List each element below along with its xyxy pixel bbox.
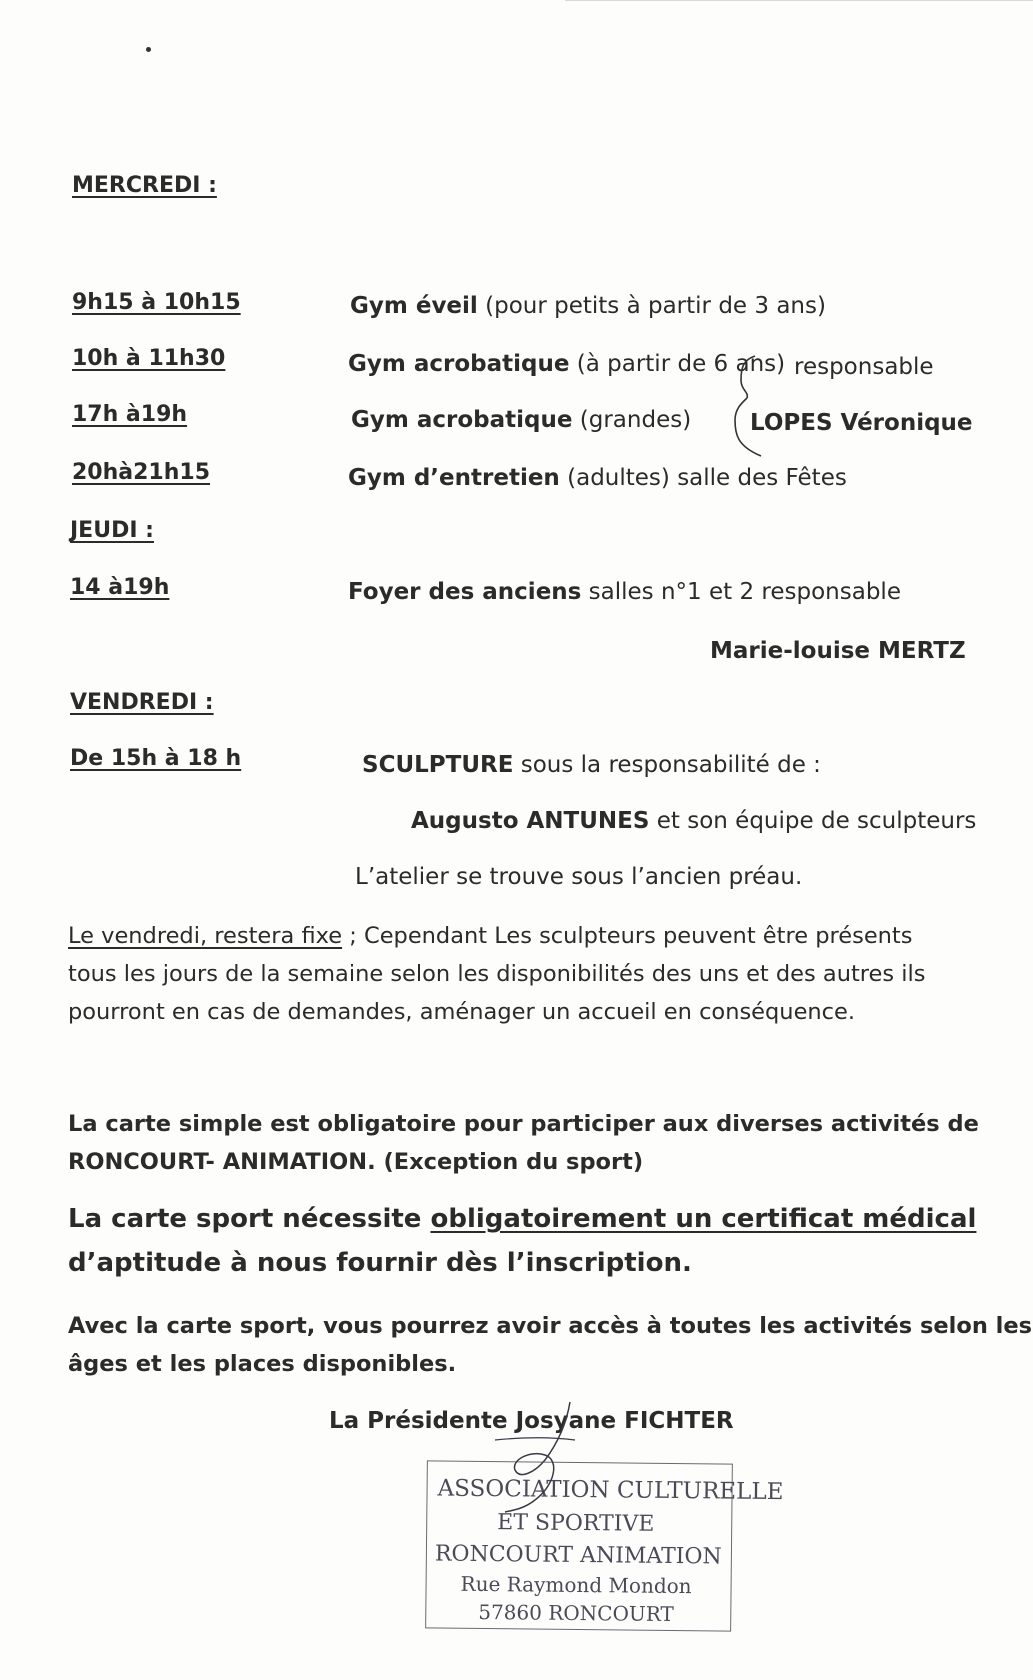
mercredi-activity-4: Gym d’entretien (adultes) salle des Fêtes: [348, 465, 847, 491]
mercredi-heading: MERCREDI :: [72, 173, 217, 198]
scan-edge-line: [565, 0, 1033, 1]
note-fixed-line1: Le vendredi, restera fixe ; Cependant Les sculpteurs peuvent être présents: [68, 923, 913, 949]
vendredi-heading: VENDREDI :: [70, 690, 214, 715]
stamp-line1: ASSOCIATION CULTURELLE: [437, 1475, 784, 1506]
jeudi-heading: JEUDI :: [70, 518, 154, 543]
carte-simple-line2: RONCOURT- ANIMATION. (Exception du sport): [68, 1149, 644, 1175]
mercredi-time-3: 17h à19h: [72, 402, 188, 427]
responsable-label: responsable: [794, 354, 934, 380]
mercredi-time-2: 10h à 11h30: [72, 346, 226, 371]
vendredi-responsable: Augusto ANTUNES et son équipe de sculpteurs: [411, 808, 977, 834]
responsable-name: LOPES Véronique: [750, 410, 973, 436]
mercredi-time-4: 20hà21h15: [72, 460, 211, 485]
handwritten-signature: [475, 1400, 615, 1520]
stamp-line5: 57860 RONCOURT: [478, 1599, 674, 1626]
mercredi-time-1: 9h15 à 10h15: [72, 290, 241, 315]
carte-simple-line1: La carte simple est obligatoire pour participer aux diverses activités de: [68, 1111, 979, 1137]
carte-sport-line2: d’aptitude à nous fournir dès l’inscription.: [68, 1248, 692, 1278]
mercredi-activity-2: Gym acrobatique (à partir de 6 ans): [348, 351, 786, 377]
scan-speck: [146, 47, 151, 52]
jeudi-activity: Foyer des anciens salles n°1 et 2 responsable: [348, 579, 901, 605]
jeudi-time: 14 à19h: [70, 575, 170, 600]
carte-sport-line1: La carte sport nécessite obligatoirement un certificat médical: [68, 1204, 977, 1234]
vendredi-location: L’atelier se trouve sous l’ancien préau.: [355, 864, 803, 890]
brace-mark: [725, 350, 765, 460]
note-fixed-line3: pourront en cas de demandes, aménager un accueil en conséquence.: [68, 999, 856, 1025]
vendredi-time: De 15h à 18 h: [70, 746, 242, 771]
signature-text: La Présidente Josyane FICHTER: [329, 1408, 734, 1434]
jeudi-responsable-name: Marie-louise MERTZ: [710, 638, 966, 664]
acces-line1: Avec la carte sport, vous pourrez avoir accès à toutes les activités selon les: [68, 1313, 1033, 1339]
mercredi-activity-1: Gym éveil (pour petits à partir de 3 ans): [350, 293, 826, 319]
stamp-line4: Rue Raymond Mondon: [460, 1571, 692, 1599]
vendredi-activity: SCULPTURE sous la responsabilité de :: [362, 752, 821, 778]
stamp-line2: ET SPORTIVE: [497, 1510, 655, 1537]
note-fixed-line2: tous les jours de la semaine selon les disponibilités des uns et des autres ils: [68, 961, 926, 987]
stamp-line3: RONCOURT ANIMATION: [434, 1541, 722, 1570]
acces-line2: âges et les places disponibles.: [68, 1351, 457, 1377]
mercredi-activity-3: Gym acrobatique (grandes): [351, 407, 692, 433]
